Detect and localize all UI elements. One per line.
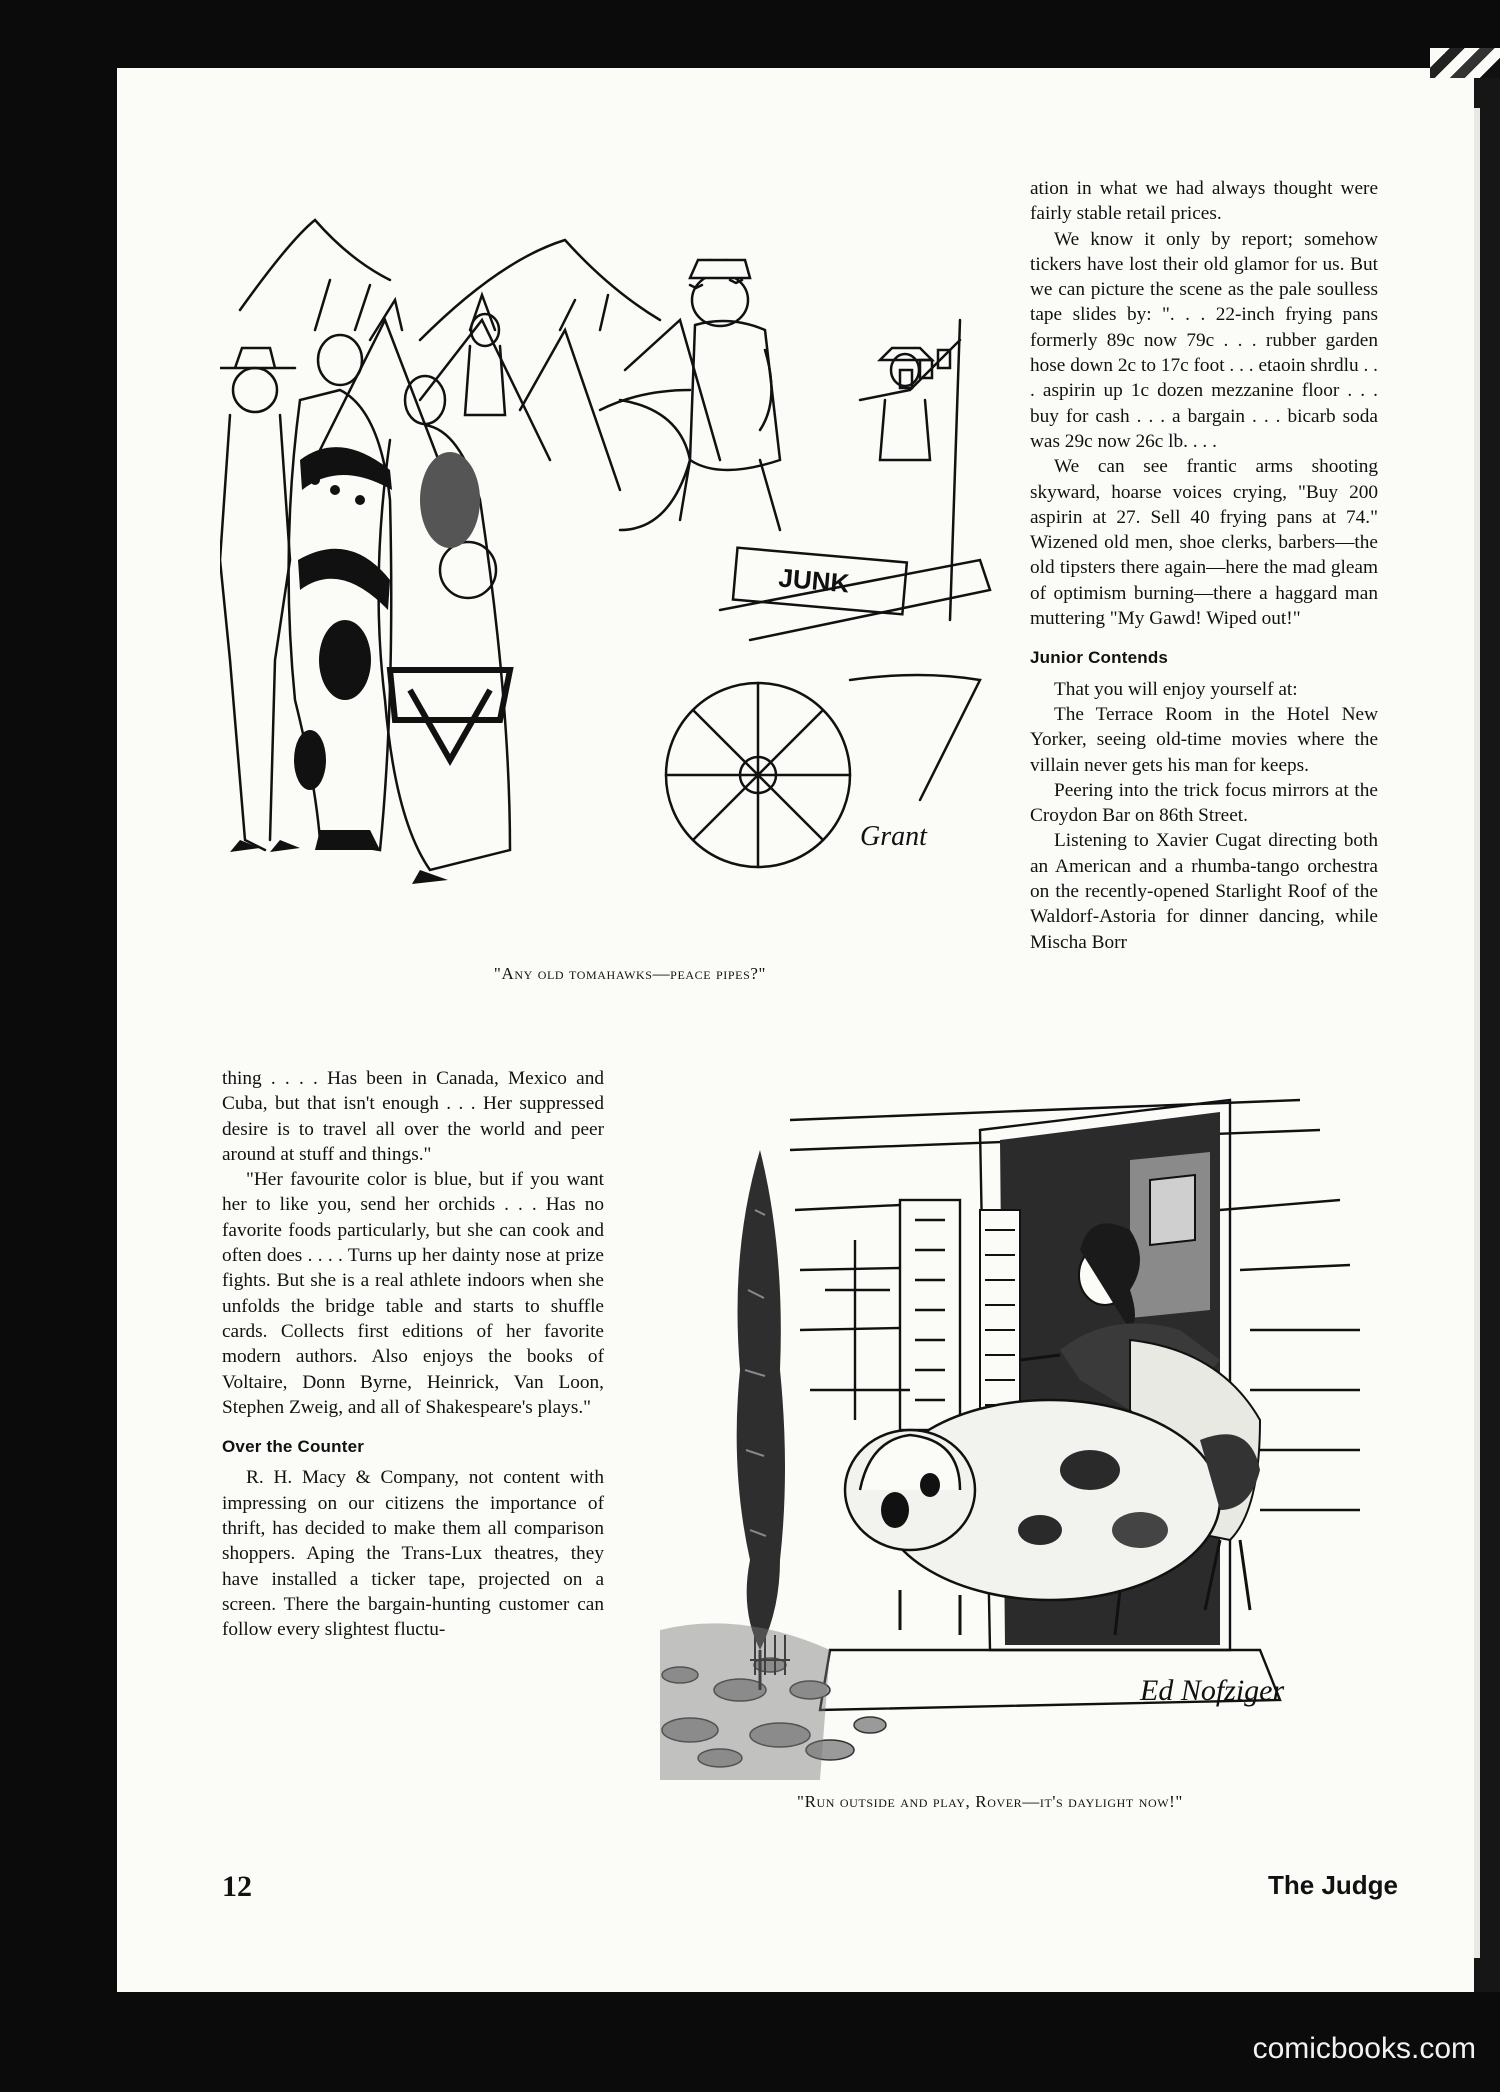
torn-corner [1430, 48, 1500, 78]
paragraph: Listening to Xavier Cugat directing both an American and a rhumba-tango orchestra on the recently-opened Starlight Roof of the Waldorf-Astoria for dinner dancing, while Mischa Borr [1030, 830, 1378, 953]
paragraph: thing . . . . Has been in Canada, Mexico and Cuba, but that isn't enough . . . Her suppressed desire is to travel all over the world and peer around at stuff and things." [222, 1068, 604, 1165]
caption-tomahawks: "Any old tomahawks—peace pipes?" [493, 964, 767, 983]
paragraph: Peering into the trick focus mirrors at the Croydon Bar on 86th Street. [1030, 779, 1378, 827]
watermark: comicbooks.com [1252, 2032, 1476, 2065]
column-top-right [1030, 176, 1378, 955]
page-edge [1474, 68, 1500, 1992]
paragraph: We can see frantic arms shooting skyward, hoarse voices crying, "Buy 200 aspirin at 27. Sell 40 frying pans at 74." Wizened old men, shoe clerks, barbers—the old tipsters there again—here the mad gleam of optimism burning—there a haggard man muttering "My Gawd! Wiped out!" [1030, 456, 1378, 630]
cartoon-rover [660, 1090, 1380, 1780]
paragraph: We know it only by report; somehow tickers have lost their old glamor for us. But we can picture the scene as the pale soulless tape slides by: ". . . 22-inch frying pans formerly 89c now 79c . . . rubber garden hose down 2c to 17c foot . . . etaoin shrdlu . . . aspirin up 1c dozen mezzanine floor . . . buy for cash . . . a bargain . . . bicarb soda was 29c now 26c lb. . . . [1030, 228, 1378, 452]
page-number: 12 [222, 1870, 252, 1903]
section-heading-junior-contends: Junior Contends [1030, 648, 1169, 668]
paragraph: R. H. Macy & Company, not content with impressing on our citizens the importance of thrift, has decided to make them all comparison shoppers. Aping the Trans-Lux theatres, they have installed a ticker tape, projected on a screen. There the bargain-hunting customer can follow every slightest fluctu- [222, 1467, 604, 1641]
junk-sign: JUNK [777, 562, 851, 599]
paragraph: That you will enjoy yourself at: [1054, 678, 1298, 700]
column-bottom-left [222, 1066, 604, 1643]
artist-signature-nofziger: Ed Nofziger [1140, 1674, 1285, 1707]
caption-rover: "Run outside and play, Rover—it's daylight now!" [797, 1792, 1183, 1811]
magazine-title: The Judge [1268, 1870, 1399, 1900]
artist-signature-grant: Grant [860, 821, 927, 852]
paragraph: "Her favourite color is blue, but if you want her to like you, send her orchids . . . Has no favorite foods particularly, but she can cook and often does . . . . Turns up her dainty nose at prize fights. But she is a real athlete indoors when she unfolds the bridge table and starts to shuffle cards. Collects first editions of her favorite modern authors. Also enjoys the books of Voltaire, Donn Byrne, Heinrick, Van Loon, Stephen Zweig, and all of Shakespeare's plays." [222, 1169, 604, 1418]
paragraph: ation in what we had always thought were fairly stable retail prices. [1030, 178, 1378, 225]
section-heading-over-the-counter: Over the Counter [222, 1437, 365, 1457]
paragraph: The Terrace Room in the Hotel New Yorker, seeing old-time movies where the villain never gets his man for keeps. [1030, 703, 1378, 776]
cartoon-tomahawks [220, 200, 1010, 940]
